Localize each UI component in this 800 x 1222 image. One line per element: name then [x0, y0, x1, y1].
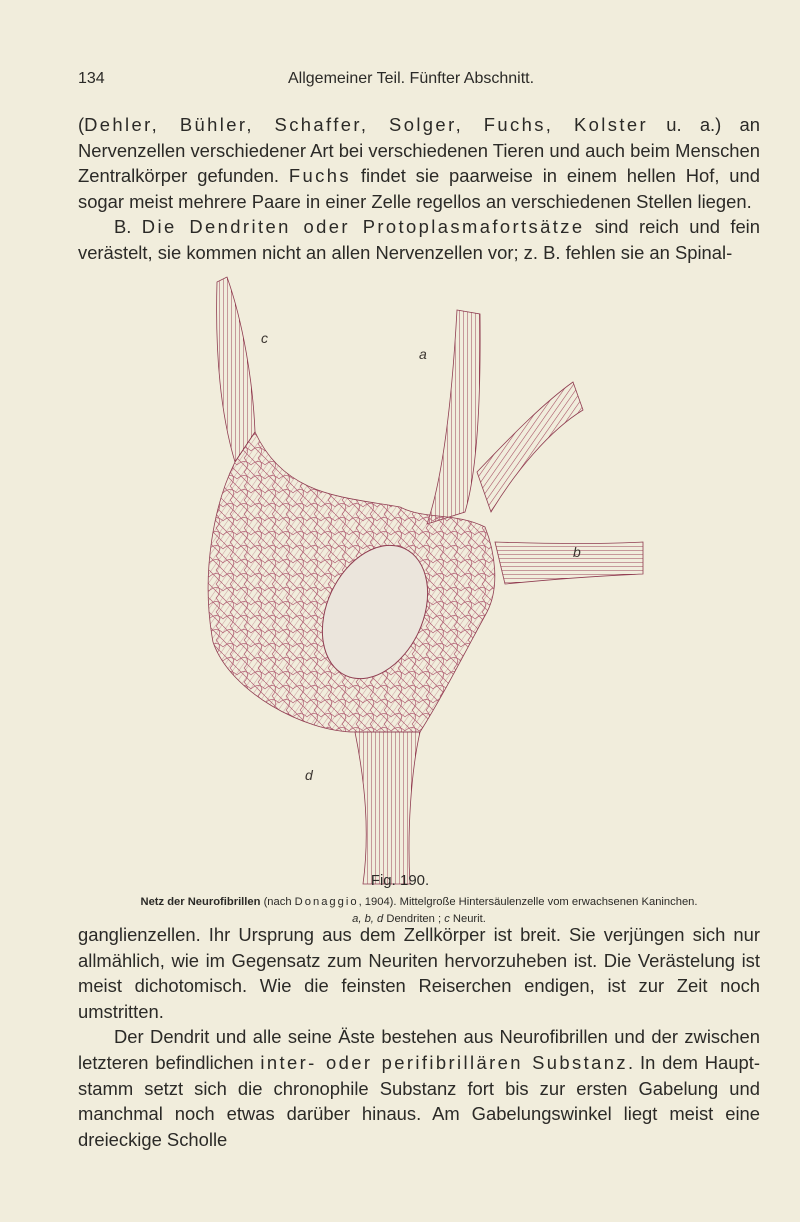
author-names: Dehler, Bühler, Schaffer, Solger, Fuchs, Kolster — [84, 114, 648, 135]
figure-neurofibril-network — [195, 262, 645, 887]
paragraph-bottom-1: ganglienzellen. Ihr Ursprung aus dem Zellkörper ist breit. Sie verjüngen sich nur allmählich, wie im Gegensatz zum Neuriten hervorzuheben ist. Die Verästelung ist meist dichotomisch. Wie die feinsten Reiserchen endigen, ist zur Zeit noch umstritten. — [78, 924, 760, 1022]
caption-letter-c: c — [444, 913, 450, 925]
caption-dendrites: Dendriten ; — [383, 913, 445, 925]
paragraph-top-text-2: findet sie paarweise in einem hellen Hof, und sogar meist mehrere Paare in einer Zelle regellos an verschiedenen Stellen liegen. — [78, 165, 760, 212]
figure-label-b: b — [573, 544, 581, 560]
caption-paren-rest: , 1904). Mittelgroße Hintersäulenzelle vom erwachsenen Kaninchen. — [358, 896, 698, 908]
paragraph-b-text: sind reich und fein verästelt, sie kommen nicht an allen Nervenzellen vor; z. B. fehlen sie an Spinal- — [78, 216, 760, 263]
caption-neurit: Neurit. — [449, 913, 486, 925]
paragraph-bottom-2 — [78, 1024, 760, 1152]
caption-title: Netz der Neurofibrillen — [140, 896, 261, 908]
caption-paren-open: (nach — [260, 896, 295, 908]
paragraph-top-text-1: u. a.) an Nervenzellen verschiedener Art bei verschiedenen Tieren und auch beim Menschen Zentralkörper gefunden. — [78, 114, 760, 187]
running-title: Allgemeiner Teil. Fünfter Abschnitt. — [288, 70, 535, 87]
caption-letters: a, b, d — [352, 913, 384, 925]
running-header — [78, 70, 728, 94]
paragraph-bottom-2-rest: . In dem Hauptstamm setzt sich die chronophile Substanz fort bis zur ersten Gabelung und manchmal noch etwas darüber hinaus. Am Gabelungswinkel liegt meist eine dreieckige Scholle — [78, 1051, 760, 1150]
bottom-text-block — [78, 922, 760, 1152]
paragraph-b — [78, 214, 760, 265]
figure-label-c: c — [261, 330, 268, 346]
page-number: 134 — [78, 70, 105, 87]
figure-number: Fig. 190. — [370, 872, 430, 889]
top-text-block — [78, 112, 760, 266]
paragraph-bottom-2-start: Der Dendrit und alle seine Äste bestehen aus Neurofibrillen und der zwischen letzteren befindlichen — [78, 1026, 760, 1073]
caption-author: Donaggio — [294, 896, 359, 908]
paragraph-bottom-2-term: inter- oder perifibrillären Substanz — [260, 1051, 628, 1073]
author-fuchs: Fuchs — [288, 165, 351, 187]
figure-label-a: a — [419, 346, 427, 362]
paragraph-top: (Dehler, Bühler, Schaffer, Solger, Fuchs, Kolster u. a.) an Nervenzellen verschiedener Art bei verschiedenen Tieren und auch beim Menschen Zentralkörper gefunden. Fuchs findet sie paarweise in einem hellen Hof, und sogar meist mehrere Paare in einer Zelle regellos an verschiedenen Stellen liegen. — [78, 114, 760, 212]
figure-label-d: d — [305, 767, 313, 783]
paragraph-b-lead: B. — [114, 216, 142, 238]
paragraph-b-term: Die Dendriten oder Protoplasmafortsätze — [141, 216, 585, 238]
